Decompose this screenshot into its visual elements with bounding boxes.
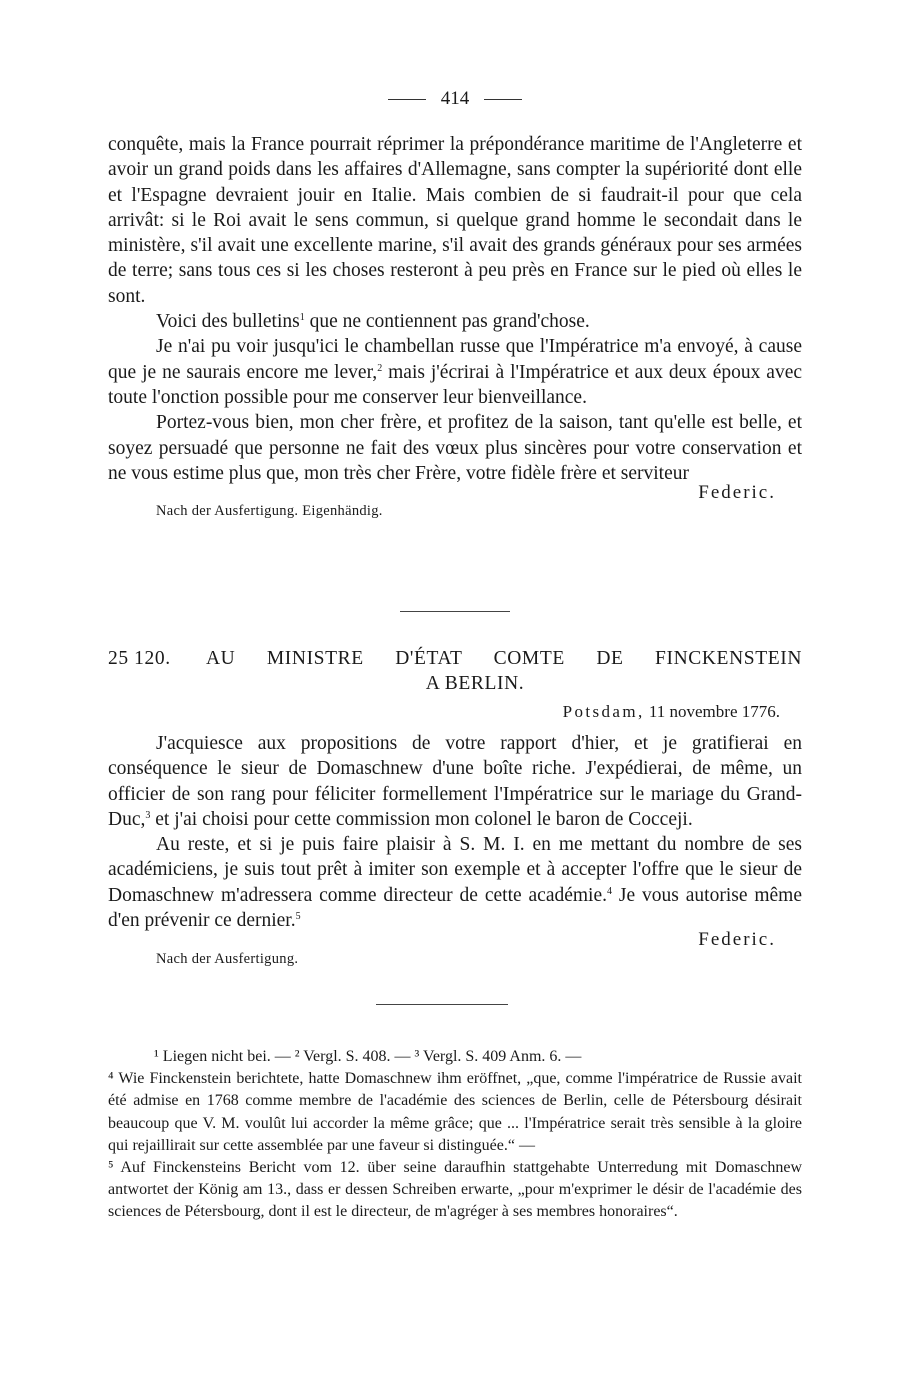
footnote-mark-5: 5: [295, 911, 301, 923]
letter-2-title-line-1: AU MINISTRE D'ÉTAT COMTE DE FINCKENSTEIN: [206, 648, 802, 669]
footnote-5: ⁵ Auf Finckensteins Bericht vom 12. über seine daraufhin stattgehabte Unterredung mit Domaschnew antwortet der König am 13., dass er dessen Schreiben erwarte, „pour m'exprimer le désir de l'académie des sciences de Pétersbourg, dont il est le directeur, de m'agréger à ses membres honoraires“.: [108, 1159, 802, 1221]
letter-2-paragraph-2: [108, 832, 802, 933]
letter-2-signature: Federic.: [698, 929, 776, 951]
footnote-mark-4: 4: [607, 885, 613, 897]
letter-2-paragraph-1-text-a: J'acquiesce aux propositions de votre rapport d'hier, et je gratifierai en conséquence le sieur de Domaschnew d'une boîte riche. J'expédierai, de même, un officier de son rang pour féliciter formellement l'Impératrice sur le mariage du Grand-Duc,: [108, 733, 802, 830]
footnote-line-1: ¹ Liegen nicht bei. — ² Vergl. S. 408. — ³ Vergl. S. 409 Anm. 6. —: [154, 1048, 582, 1065]
letter-2-date: 11 novembre 1776.: [648, 702, 780, 721]
letter-2-paragraph-2-text-b: Je vous autorise même d'en prévenir ce dernier.: [108, 884, 803, 932]
footnotes: [108, 1046, 802, 1224]
footnote-mark-3: 3: [145, 809, 151, 821]
letter-1-paragraph-3-text-b: mais j'écrirai à l'Impératrice et aux deux époux avec toute l'onction possible pour me conserver leur bienveillance.: [108, 361, 803, 408]
letter-1-paragraph-2: [108, 309, 802, 334]
letter-1-paragraph-2-text-a: Voici des bulletins: [156, 311, 300, 333]
letter-1-source: Nach der Ausfertigung. Eigenhändig.: [156, 503, 383, 520]
letter-2-place: Potsdam,: [562, 702, 645, 721]
letter-2-paragraph-1: [108, 731, 802, 832]
section-divider: [400, 611, 510, 612]
letter-2-body: [108, 731, 802, 972]
letter-1-paragraph-3-text-a: Je n'ai pu voir jusqu'ici le chambellan russe que l'Impératrice m'a envoyé, à cause que je ne saurais encore me lever,: [108, 336, 802, 383]
letter-2-number: 25 120.: [108, 648, 171, 669]
letter-1-paragraph-3: [108, 334, 802, 410]
footnote-mark-2: 2: [377, 362, 383, 374]
letter-1-paragraph-2-text-b: que ne contiennent pas grand'chose.: [309, 311, 590, 333]
footnote-mark-1: 1: [299, 312, 305, 324]
letter-1-body: [108, 132, 802, 525]
page-header: [108, 88, 802, 110]
letter-1-signature: Federic.: [698, 482, 776, 504]
header-dash-left: [388, 99, 426, 100]
footnote-divider: [376, 1004, 508, 1005]
letter-2-paragraph-1-text-b: et j'ai choisi pour cette commission mon colonel le baron de Cocceji.: [155, 808, 693, 830]
letter-2-source: Nach der Ausfertigung.: [156, 950, 299, 967]
letter-2-title-line-2: A BERLIN.: [425, 673, 525, 694]
letter-1-paragraph-4: Portez-vous bien, mon cher frère, et profitez de la saison, tant qu'elle est belle, et soyez persuadé que personne ne fait des vœux plus sincères pour votre conservation et ne vous estime plus que, mon très cher Frère, votre fidèle frère et serviteur: [108, 412, 802, 484]
header-dash-right: [484, 99, 522, 100]
letter-2-paragraph-2-text-a: Au reste, et si je puis faire plaisir à S. M. I. en me mettant du nombre de ses académiciens, je suis tout prêt à imiter son exemple et à accepter l'offre que le sieur de Domaschnew m'adressera comme directeur de cette académie.: [108, 834, 802, 906]
page-number: 414: [440, 88, 470, 109]
letter-1-paragraph-1: conquête, mais la France pourrait réprimer la prépondérance maritime de l'Angleterre et avoir un grand poids dans les affaires d'Allemagne, sans compter la supériorité dont elle et l'Espagne devraient jouir en Italie. Mais combien de si faudrait-il pour que cela arrivât: si le Roi avait le sens commun, si quelque grand homme le secondait dans le ministère, s'il avait une excellente marine, s'il avait des grands généraux pour ses armées de terre; sans tous ces si les choses resteront à peu près en France sur le pied où elles le sont.: [108, 134, 802, 307]
footnote-4: ⁴ Wie Finckenstein berichtete, hatte Domaschnew ihm eröffnet, „que, comme l'impératrice de Russie avait été admise en 1768 comme membre de l'académie des sciences de Berlin, celle de Pétersbourg désirait beaucoup que V. M. voulût lui accorder la même grâce; que ... l'Impératrice serait très sensible à la gloire qui rejaillirait sur cette assemblée par une faveur si distinguée.“ —: [108, 1070, 802, 1154]
letter-2-dateline: [108, 702, 780, 722]
